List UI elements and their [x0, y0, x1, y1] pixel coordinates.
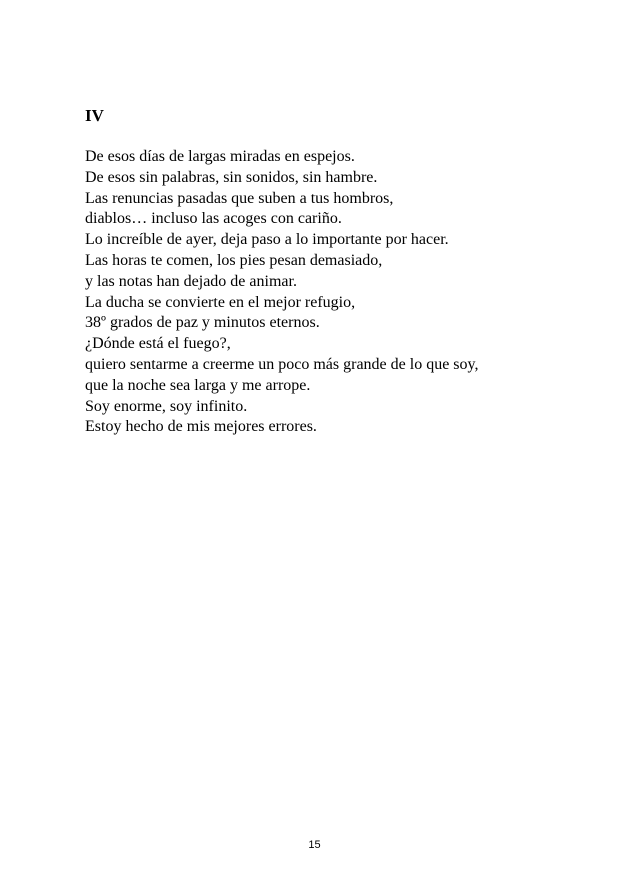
poem-line: La ducha se convierte en el mejor refugio,: [85, 293, 356, 311]
poem-line: Las horas te comen, los pies pesan demasiado,: [85, 251, 383, 269]
poem-line: que la noche sea larga y me arrope.: [85, 376, 311, 394]
poem-title: IV: [85, 106, 104, 125]
poem-line: Soy enorme, soy infinito.: [85, 397, 248, 415]
poem-line: diablos… incluso las acoges con cariño.: [85, 210, 342, 228]
poem-line: Lo increíble de ayer, deja paso a lo importante por hacer.: [85, 231, 449, 249]
poem-line: y las notas han dejado de animar.: [85, 272, 297, 290]
page-number: 15: [308, 839, 321, 851]
poem-line: quiero sentarme a creerme un poco más grande de lo que soy,: [85, 355, 479, 373]
poem-line: ¿Dónde está el fuego?,: [85, 335, 231, 353]
poem-line: De esos sin palabras, sin sonidos, sin hambre.: [85, 168, 378, 186]
poem-line: Las renuncias pasadas que suben a tus hombros,: [85, 189, 394, 207]
poem-body: [85, 147, 478, 438]
poem-line: Estoy hecho de mis mejores errores.: [85, 418, 317, 436]
poem-line: De esos días de largas miradas en espejos.: [85, 148, 355, 165]
poem-line: 38º grados de paz y minutos eternos.: [85, 314, 320, 332]
